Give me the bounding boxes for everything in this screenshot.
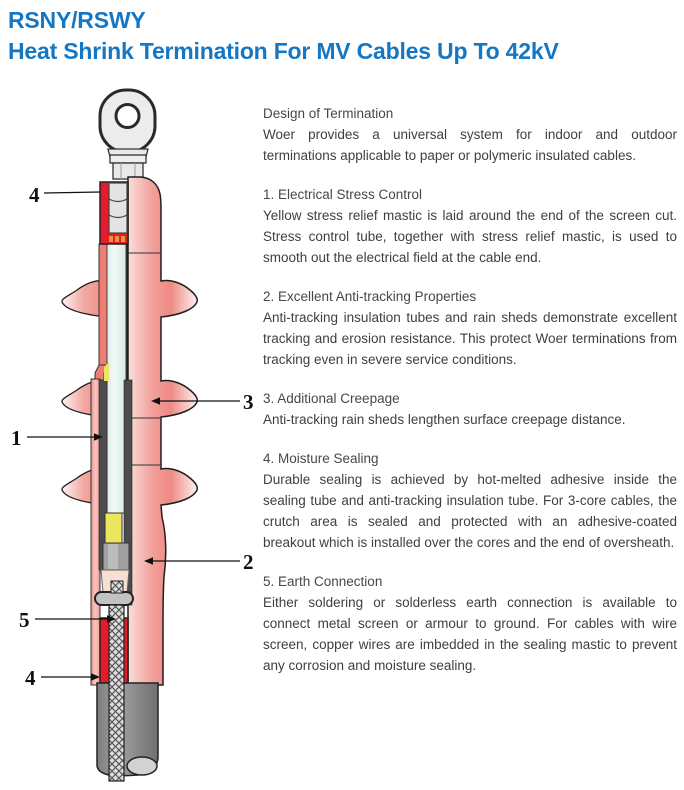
section-heading: 4. Moisture Sealing [263,451,379,466]
section-body: Woer provides a universal system for indoor and outdoor terminations applicable to paper or polymeric insulated cables. [263,127,677,163]
callout-label: 3 [243,390,254,414]
section-body: Anti-tracking rain sheds lengthen surface creepage distance. [263,412,626,427]
callout-4-bottom [25,666,100,690]
earth-clamp [95,592,133,605]
section-heading: 1. Electrical Stress Control [263,187,423,202]
callout-4-top [29,183,100,207]
termination-cutaway-diagram [0,85,260,785]
callout-label: 4 [29,183,40,207]
lug-bolt-hole [116,105,139,128]
callout-label: 2 [243,550,254,574]
callout-label: 5 [19,608,30,632]
cable-lug [100,90,155,179]
product-code: RSNY/RSWY [8,7,146,33]
section-body: Yellow stress relief mastic is laid around the end of the screen cut. Stress control tube, together with stress relief mastic, is used to smooth out the electrical field at the cable end. [263,208,677,265]
earth-braid [109,581,124,781]
section-intro [263,103,677,166]
section-earth-connection [263,571,677,676]
section-additional-creepage [263,388,677,430]
callout-label: 4 [25,666,36,690]
section-heading: 2. Excellent Anti-tracking Properties [263,289,477,304]
description-column [263,103,677,676]
section-electrical-stress-control [263,184,677,268]
callout-label: 1 [11,426,22,450]
section-heading: 5. Earth Connection [263,574,383,589]
section-moisture-sealing [263,448,677,553]
section-heading: Design of Termination [263,106,394,121]
lug-sealing-area [100,182,128,244]
tube-wall-lower [91,379,100,685]
screen-cut [103,543,129,570]
oversheath-cut-face [127,757,157,775]
callout-1 [11,426,103,450]
section-body: Anti-tracking insulation tubes and rain sheds demonstrate excellent tracking and erosion resistance. This protect Woer terminations from tracking even in severe service conditions. [263,310,677,367]
product-description-title: Heat Shrink Termination For MV Cables Up To 42kV [8,38,559,64]
crimped-barrel [109,183,127,233]
section-body: Either soldering or solderless earth connection is available to connect metal screen or armour to ground. For cables with wire screen, copper wires are imbedded in the sealing mastic to prevent any corrosion and moisture sealing. [263,595,677,673]
section-heading: 3. Additional Creepage [263,391,400,406]
page-title [8,5,559,67]
stress-relief-mastic [105,513,122,543]
section-body: Durable sealing is achieved by hot-melted adhesive inside the sealing tube and anti-tracking insulation tube. For 3-core cables, the crutch area is sealed and protected with an adhesive-coated breakout which is installed over the cores and the end of oversheath. [263,472,677,550]
section-anti-tracking [263,286,677,370]
cable-oversheath [97,683,158,776]
termination-diagram-svg [0,85,260,785]
core-insulation [107,235,126,513]
